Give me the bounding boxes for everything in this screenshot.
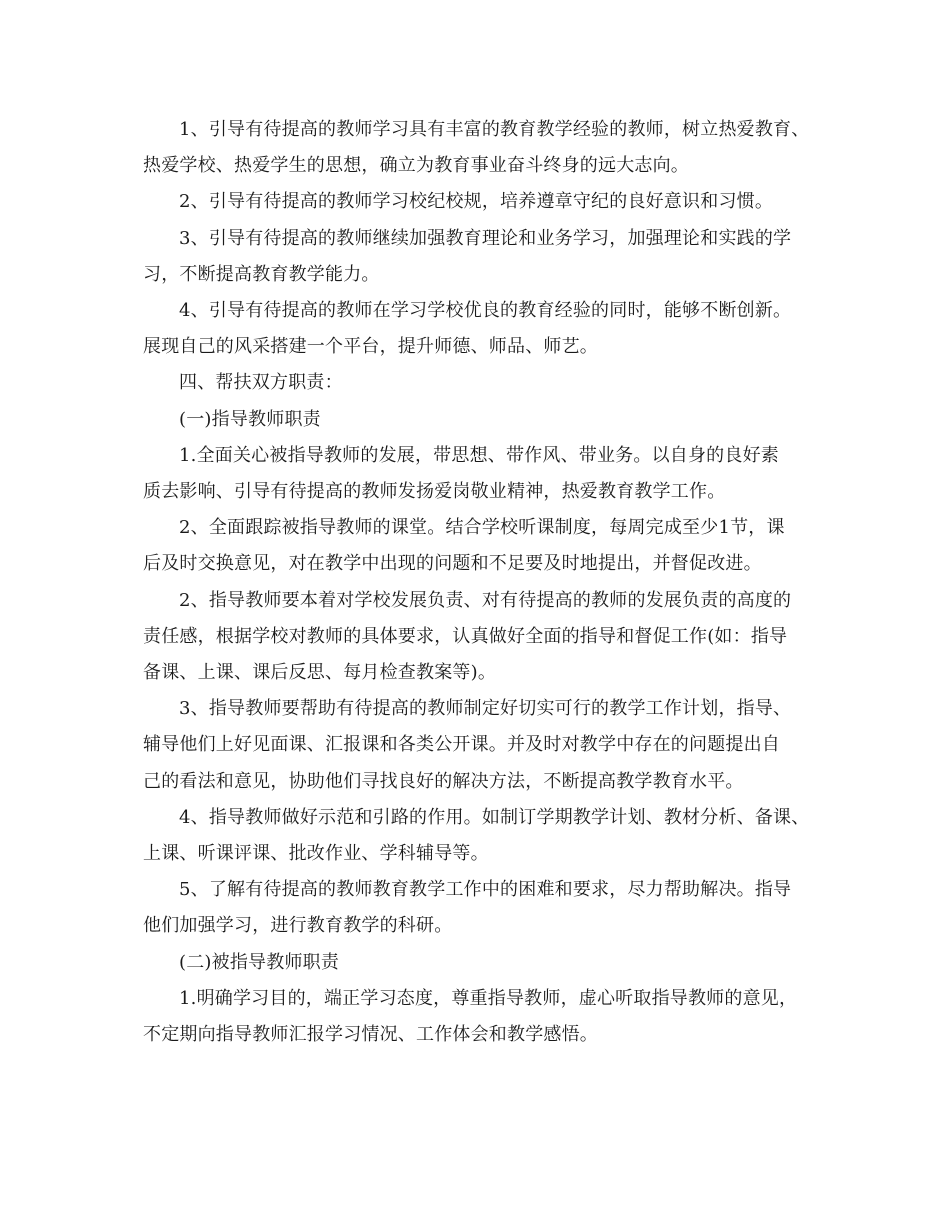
- paragraph-p7: [143, 583, 805, 692]
- paragraph-line: 1.明确学习目的，端正学习态度，尊重指导教师，虚心听取指导教师的意见，: [179, 987, 798, 1009]
- paragraph-h4-2: [143, 945, 805, 981]
- paragraph-line: 不定期向指导教师汇报学习情况、工作体会和教学感悟。: [143, 1024, 598, 1046]
- paragraph-line: 他们加强学习，进行教育教学的科研。: [143, 915, 453, 937]
- paragraph-p4: [143, 293, 805, 365]
- paragraph-line: 2、全面跟踪被指导教师的课堂。结合学校听课制度，每周完成至少1节，课: [179, 517, 785, 539]
- paragraph-line: 4、指导教师做好示范和引路的作用。如制订学期教学计划、教材分析、备课、: [179, 806, 810, 828]
- paragraph-line: 1、引导有待提高的教师学习具有丰富的教育教学经验的教师，树立热爱教育、: [179, 119, 810, 140]
- paragraph-line: 4、引导有待提高的教师在学习学校优良的教育经验的同时，能够不断创新。: [179, 300, 792, 322]
- paragraph-p9: [143, 800, 810, 872]
- paragraph-p6: [143, 510, 805, 582]
- paragraph-line: 1.全面关心被指导教师的发展，带思想、带作风、带业务。以自身的良好素: [179, 444, 779, 466]
- paragraph-line: 5、了解有待提高的教师教育教学工作中的困难和要求，尽力帮助解决。指导: [179, 879, 792, 901]
- paragraph-line: 习，不断提高教育教学能力。: [143, 263, 380, 285]
- paragraph-line: 责任感，根据学校对教师的具体要求，认真做好全面的指导和督促工作(如：指导: [143, 625, 788, 647]
- paragraph-line: 展现自己的风采搭建一个平台，提升师德、师品、师艺。: [143, 336, 598, 358]
- paragraph-line: 四、帮扶双方职责：: [179, 372, 343, 394]
- paragraph-line: 3、引导有待提高的教师继续加强教育理论和业务学习，加强理论和实践的学: [179, 227, 792, 249]
- paragraph-p10: [143, 872, 805, 944]
- paragraph-p5: [143, 438, 805, 510]
- paragraph-p1: [143, 112, 810, 184]
- paragraph-line: (一)指导教师职责: [179, 408, 321, 430]
- paragraph-line: 3、指导教师要帮助有待提高的教师制定好切实可行的教学工作计划，指导、: [179, 698, 792, 720]
- paragraph-line: 己的看法和意见，协助他们寻找良好的解决方法，不断提高教学教育水平。: [143, 770, 744, 792]
- paragraph-line: 热爱学校、热爱学生的思想，确立为教育事业奋斗终身的远大志向。: [143, 155, 689, 177]
- paragraph-line: 备课、上课、课后反思、每月检查教案等)。: [143, 662, 497, 684]
- paragraph-p2: [143, 184, 805, 220]
- paragraph-line: (二)被指导教师职责: [179, 951, 340, 973]
- paragraph-line: 辅导他们上好见面课、汇报课和各类公开课。并及时对教学中存在的问题提出自: [143, 734, 780, 756]
- paragraph-p3: [143, 221, 805, 293]
- paragraph-line: 质去影响、引导有待提高的教师发扬爱岗敬业精神，热爱教育教学工作。: [143, 481, 726, 503]
- paragraph-h4: [143, 365, 805, 401]
- paragraph-h4-1: [143, 402, 805, 438]
- document-body: [143, 112, 810, 1053]
- paragraph-p11: [143, 981, 805, 1053]
- paragraph-line: 上课、听课评课、批改作业、学科辅导等。: [143, 843, 489, 865]
- paragraph-line: 后及时交换意见，对在教学中出现的问题和不足要及时地提出，并督促改进。: [143, 553, 762, 575]
- paragraph-line: 2、引导有待提高的教师学习校纪校规，培养遵章守纪的良好意识和习惯。: [179, 191, 774, 213]
- paragraph-p8: [143, 691, 805, 800]
- paragraph-line: 2、指导教师要本着对学校发展负责、对有待提高的教师的发展负责的高度的: [179, 589, 792, 611]
